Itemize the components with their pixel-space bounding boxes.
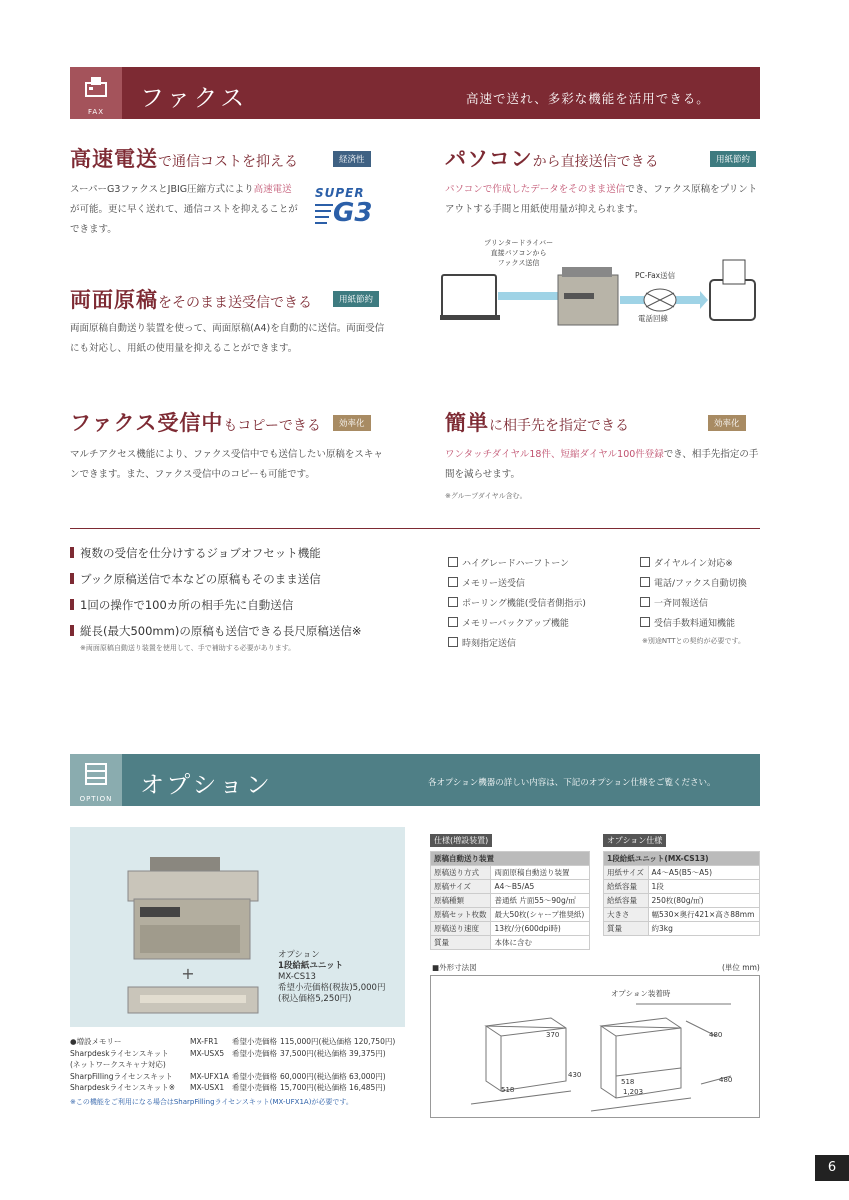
fax-section-iconbox xyxy=(70,67,122,119)
spec-cell: 質量 xyxy=(431,936,491,950)
option-photo-panel xyxy=(70,827,405,1027)
check-item: 電話/ファクス自動切換 xyxy=(640,576,747,596)
checks-note: ※別途NTTとの契約が必要です。 xyxy=(642,637,745,645)
fax-bullet: ブック原稿送信で本などの原稿もそのまま送信 xyxy=(70,571,361,597)
fax-bullet-note: ※両面原稿自動送り装置を使用して、手で補助する必要があります。 xyxy=(80,644,296,652)
fax-icon xyxy=(84,76,108,98)
pcfax-caption: プリンタードライバー 直接パソコンから ファクス送信 xyxy=(484,239,554,267)
fax-checks-right xyxy=(640,556,747,646)
spec-cell: 原稿種類 xyxy=(431,894,491,908)
dim-unit: (単位 mm) xyxy=(722,963,760,972)
check-item: ポーリング機能(受信者側指示) xyxy=(448,596,586,616)
tag-paper-saving: 用紙節約 xyxy=(710,151,756,167)
fax-bullet: 縦長(最大500mm)の原稿も送信できる長尺原稿送信※ xyxy=(70,623,361,643)
spec-cell: 幅530×奥行421×高さ88mm xyxy=(648,908,759,922)
product-row: Sharpdeskライセンスキット MX-USX5 希望小売価格 37,500円(税込価格 39,375円) xyxy=(70,1048,386,1058)
plus-sign: + xyxy=(181,964,195,983)
spec-cell: 最大50枚(シャープ推奨紙) xyxy=(491,908,590,922)
fax-bullet: 1回の操作で100カ所の相手先に自動送信 xyxy=(70,597,361,623)
feature-body-duplex: 両面原稿自動送り装置を使って、両面原稿(A4)を自動的に送信。両面受信にも対応し、用紙の使用量を抑えることができます。 xyxy=(70,323,385,354)
option-icon xyxy=(84,762,108,786)
feature-title-pcfax: パソコンから直接送信できる xyxy=(445,147,659,171)
spec-cell: 250枚(80g/㎡) xyxy=(648,894,759,908)
dim-value: 518 xyxy=(501,1086,515,1094)
product-row: SharpFillingライセンスキット MX-UFX1A 希望小売価格 60,000円(税込価格 63,000円) xyxy=(70,1071,386,1081)
product-row: ●増設メモリー MX-FR1 希望小売価格 115,000円(税込価格 120,750円) xyxy=(70,1037,396,1046)
fax-bullet: 複数の受信を仕分けするジョブオフセット機能 xyxy=(70,545,361,571)
spec-cell: 普通紙 片面55～90g/㎡ xyxy=(491,894,590,908)
check-item: ダイヤルイン対応※ xyxy=(640,556,747,576)
fax-section-tagline: 高速で送れ、多彩な機能を活用できる。 xyxy=(466,91,710,106)
spec-cell: 両面原稿自動送り装置 xyxy=(491,866,590,880)
dim-value: 480 xyxy=(719,1076,733,1084)
fax-checks-left xyxy=(448,556,586,656)
spec-cell: 原稿送り方式 xyxy=(431,866,491,880)
tag-paper-saving-2: 用紙節約 xyxy=(333,291,379,307)
spec-cell: A4～B5/A5 xyxy=(491,880,590,894)
pcfax-send-label: PC-Fax送信 xyxy=(635,271,676,280)
feature-body-highspeed: スーパーG3ファクスとJBIG圧縮方式により高速電送が可能。更に早く送れて、通信コストを抑えることができます。 xyxy=(70,184,298,235)
spec-cell: 給紙容量 xyxy=(604,894,649,908)
spec-cell: 質量 xyxy=(604,922,649,936)
check-item: メモリーバックアップ機能 xyxy=(448,616,586,636)
dim-value: 1,203 xyxy=(623,1088,644,1096)
product-note: ※この機能をご利用になる場合はSharpFillingライセンスキット(MX-UFX1A)が必要です。 xyxy=(70,1097,353,1106)
option-icon-label: OPTION xyxy=(79,795,113,803)
tray-label: オプション 1段給紙ユニット MX-CS13 希望小売価格(税抜)5,000円 (税込価格5,250円) xyxy=(278,950,386,1004)
spec-cell: 13枚/分(600dpi時) xyxy=(491,922,590,936)
check-item: 時刻指定送信 xyxy=(448,636,586,656)
tag-efficiency: 効率化 xyxy=(333,415,371,431)
spec-cell: 約3kg xyxy=(648,922,759,936)
option-section-tagline: 各オプション機器の詳しい内容は、下記のオプション仕様をご覧ください。 xyxy=(428,778,716,788)
spec-cell: 本体に含む xyxy=(491,936,590,950)
feature-body-dial: ワンタッチダイヤル18件、短縮ダイヤル100件登録でき、相手先指定の手間を減らせます。 xyxy=(445,449,759,480)
tag-efficiency-2: 効率化 xyxy=(708,415,746,431)
option-section-iconbox xyxy=(70,754,122,806)
page-number: 6 xyxy=(815,1155,849,1181)
spec-cell: 給紙容量 xyxy=(604,880,649,894)
dim-value: 370 xyxy=(546,1031,560,1039)
dim-value: 430 xyxy=(568,1071,582,1079)
dim-value: 518 xyxy=(621,1078,635,1086)
pcfax-diagram xyxy=(440,235,760,330)
option-product-list xyxy=(70,1036,405,1108)
check-item: 一斉同報送信 xyxy=(640,596,747,616)
feature-title-highspeed: 高速電送で通信コストを抑える xyxy=(70,147,298,171)
spec-cell: 1段 xyxy=(648,880,759,894)
option-section-title: オプション xyxy=(140,771,273,799)
feature-title-multiaccess: ファクス受信中もコピーできる xyxy=(70,411,321,435)
section-divider xyxy=(70,528,760,529)
feature-body-multiaccess: マルチアクセス機能により、ファクス受信中でも送信したい原稿をスキャンできます。また、ファクス受信中のコピーも可能です。 xyxy=(70,449,383,480)
super-g3-logo: SUPER G3 xyxy=(315,186,373,228)
fax-bullet-list xyxy=(70,545,361,653)
spec-table-title: 仕様(増設装置) xyxy=(430,834,492,847)
fax-section-title: ファクス xyxy=(140,84,248,112)
spec-table-tray xyxy=(603,828,760,936)
tag-economy: 経済性 xyxy=(333,151,371,167)
dim-value: 480 xyxy=(709,1031,723,1039)
spec-cell: 原稿送り速度 xyxy=(431,922,491,936)
dimension-diagram xyxy=(430,975,760,1118)
spec-table-title: オプション仕様 xyxy=(603,834,666,847)
check-item: メモリー送受信 xyxy=(448,576,586,596)
spec-cell: A4～A5(B5～A5) xyxy=(648,866,759,880)
product-row: (ネットワークスキャナ対応) xyxy=(70,1060,166,1069)
spec-table-head: 1段給紙ユニット(MX-CS13) xyxy=(604,852,760,866)
spec-cell: 用紙サイズ xyxy=(604,866,649,880)
check-item: 受信手数料通知機能 xyxy=(640,616,747,636)
feature-title-dial: 簡単に相手先を指定できる xyxy=(445,411,629,435)
spec-table-head: 原稿自動送り装置 xyxy=(431,852,590,866)
dim-title: ■外形寸法図 xyxy=(432,963,477,972)
spec-cell: 原稿セット枚数 xyxy=(431,908,491,922)
dim-option-label: オプション装着時 xyxy=(611,989,671,998)
spec-cell: 原稿サイズ xyxy=(431,880,491,894)
spec-table-adf xyxy=(430,828,590,950)
spec-cell: 大きさ xyxy=(604,908,649,922)
fax-icon-label: FAX xyxy=(88,108,104,116)
feature-note-dial: ※グループダイヤル含む。 xyxy=(445,492,527,500)
feature-title-duplex: 両面原稿をそのまま送受信できる xyxy=(70,288,312,312)
phone-line-label: 電話回線 xyxy=(638,314,668,323)
product-row: Sharpdeskライセンスキット※ MX-USX1 希望小売価格 15,700円(税込価格 16,485円) xyxy=(70,1083,386,1092)
feature-body-pcfax: パソコンで作成したデータをそのまま送信でき、ファクス原稿をプリントアウトする手間と用紙使用量が抑えられます。 xyxy=(445,184,758,215)
check-item: ハイグレードハーフトーン xyxy=(448,556,586,576)
